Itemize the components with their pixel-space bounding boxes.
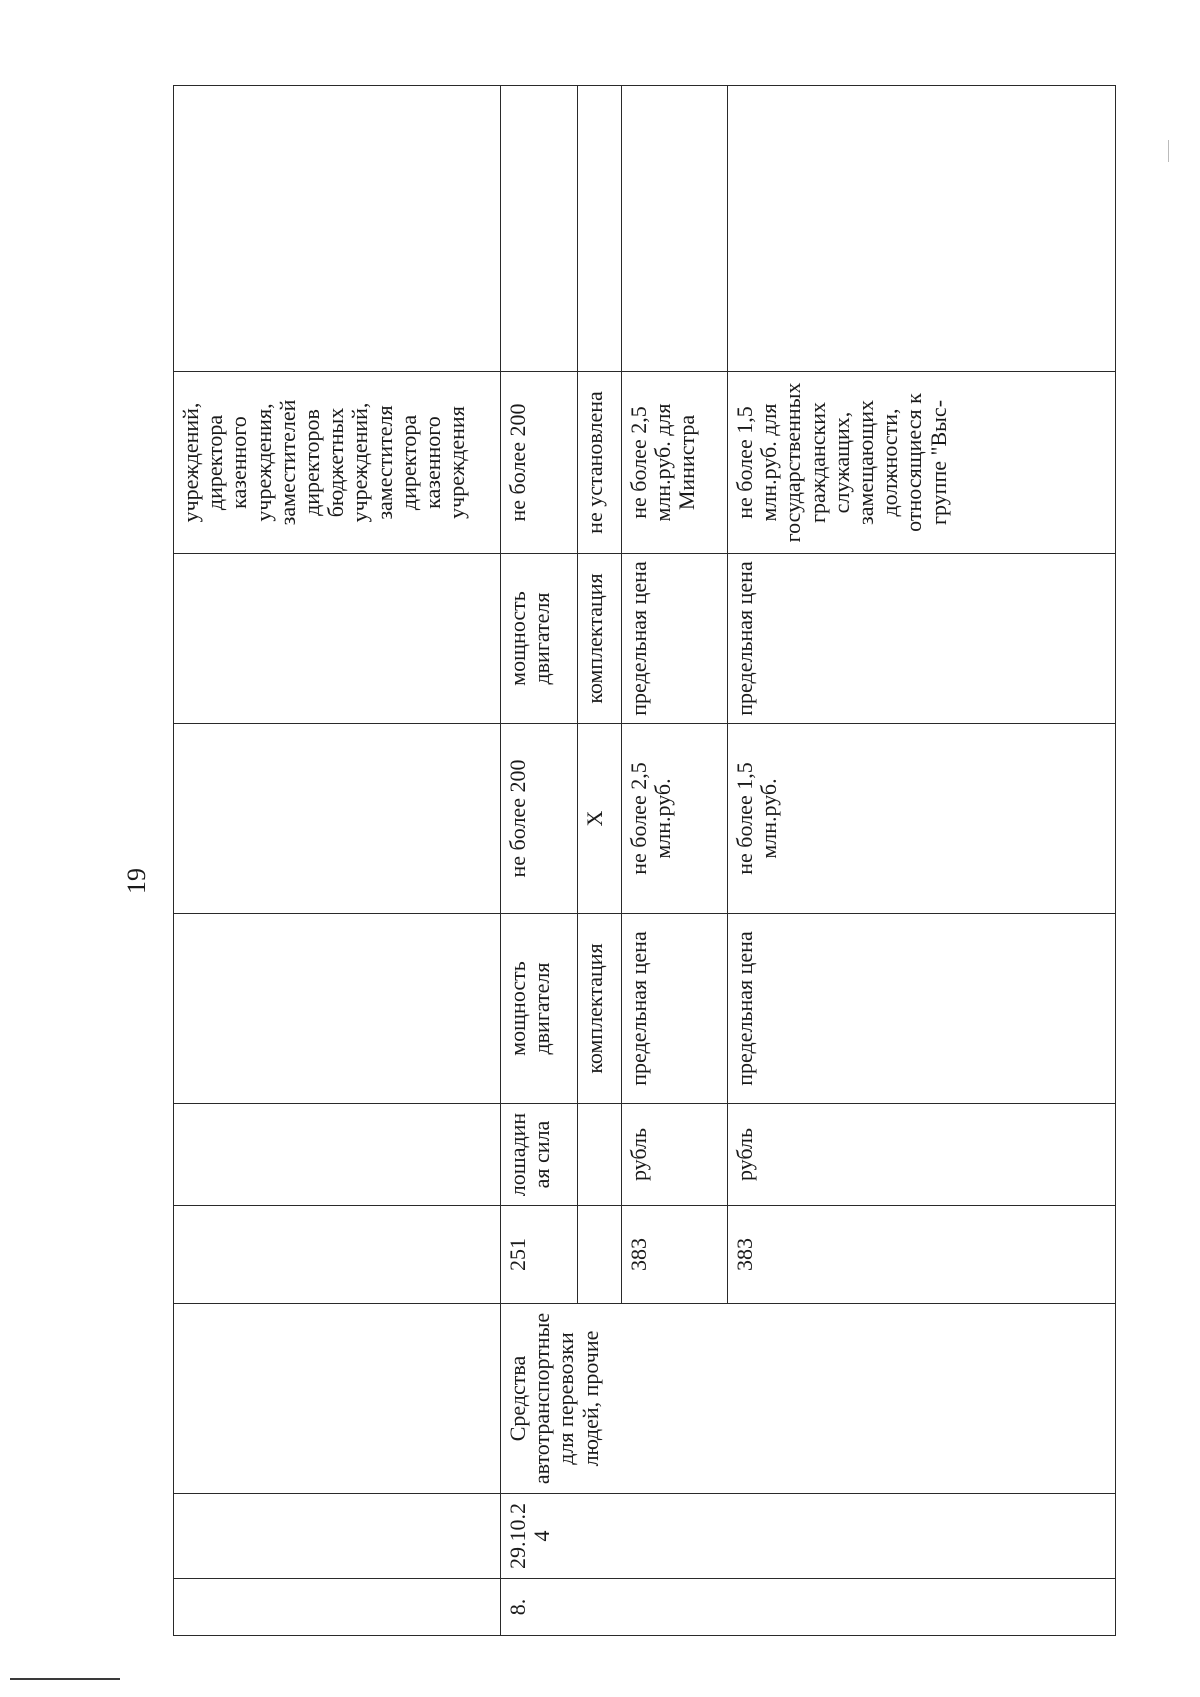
cell-characteristic-2 [174, 554, 501, 724]
cell-value-1: не более 200 [501, 724, 578, 914]
cell-name [174, 1304, 501, 1494]
cell-extra [174, 86, 501, 372]
cell-okei-unit [578, 1104, 622, 1206]
cell-value-2: учреждений, директора казенного учреждения, заместителей директоров бюджетных учреждений, заместителя директора казенного учреждения [174, 372, 501, 554]
cell-value-2: не установлена [578, 372, 622, 554]
document-table [173, 85, 1116, 1636]
cell-okei-code: 383 [622, 1206, 728, 1304]
cell-name: Средства автотранспортные для перевозки людей, прочие [501, 1304, 1116, 1494]
cell-characteristic-2: предельная цена [622, 554, 728, 724]
rotated-table-container [173, 86, 1115, 1636]
cell-value-2: не более 1,5 млн.руб. для государственных гражданских служащих, замещающих должности, относящиеся к группе "Выс- [728, 372, 1116, 554]
cell-okei-code: 383 [728, 1206, 1116, 1304]
cell-extra [501, 86, 578, 372]
cell-value-2: не более 200 [501, 372, 578, 554]
cell-okpd [174, 1494, 501, 1579]
cell-value-1 [174, 724, 501, 914]
cell-okei-unit [174, 1104, 501, 1206]
cell-characteristic-1: комплектация [578, 914, 622, 1104]
cell-value-2: не более 2,5 млн.руб. для Министра [622, 372, 728, 554]
cell-extra [728, 86, 1116, 372]
cell-extra [622, 86, 728, 372]
cell-okei-code [174, 1206, 501, 1304]
page-number: 19 [122, 868, 151, 894]
cell-okei-unit: рубль [622, 1104, 728, 1206]
cell-number: 8. [501, 1579, 1116, 1636]
cell-okei-unit: лошадиная сила [501, 1104, 578, 1206]
cell-characteristic-1: предельная цена [622, 914, 728, 1104]
table-row-engine-power [501, 86, 578, 1636]
cell-extra [578, 86, 622, 372]
cell-okpd: 29.10.24 [501, 1494, 1116, 1579]
cell-value-1: не более 1,5 млн.руб. [728, 724, 1116, 914]
cell-okei-code: 251 [501, 1206, 578, 1304]
table-row-continuation [174, 86, 501, 1636]
cell-characteristic-1: предельная цена [728, 914, 1116, 1104]
cell-okei-unit: рубль [728, 1104, 1116, 1206]
cell-value-1: не более 2,5 млн.руб. [622, 724, 728, 914]
cell-characteristic-2: предельная цена [728, 554, 1116, 724]
scan-edge-mark [1168, 140, 1169, 162]
cell-characteristic-2: комплектация [578, 554, 622, 724]
cell-characteristic-1 [174, 914, 501, 1104]
scan-edge-line [10, 1678, 120, 1680]
cell-okei-code [578, 1206, 622, 1304]
cell-number [174, 1579, 501, 1636]
cell-value-1: X [578, 724, 622, 914]
cell-characteristic-1: мощность двигателя [501, 914, 578, 1104]
cell-characteristic-2: мощность двигателя [501, 554, 578, 724]
